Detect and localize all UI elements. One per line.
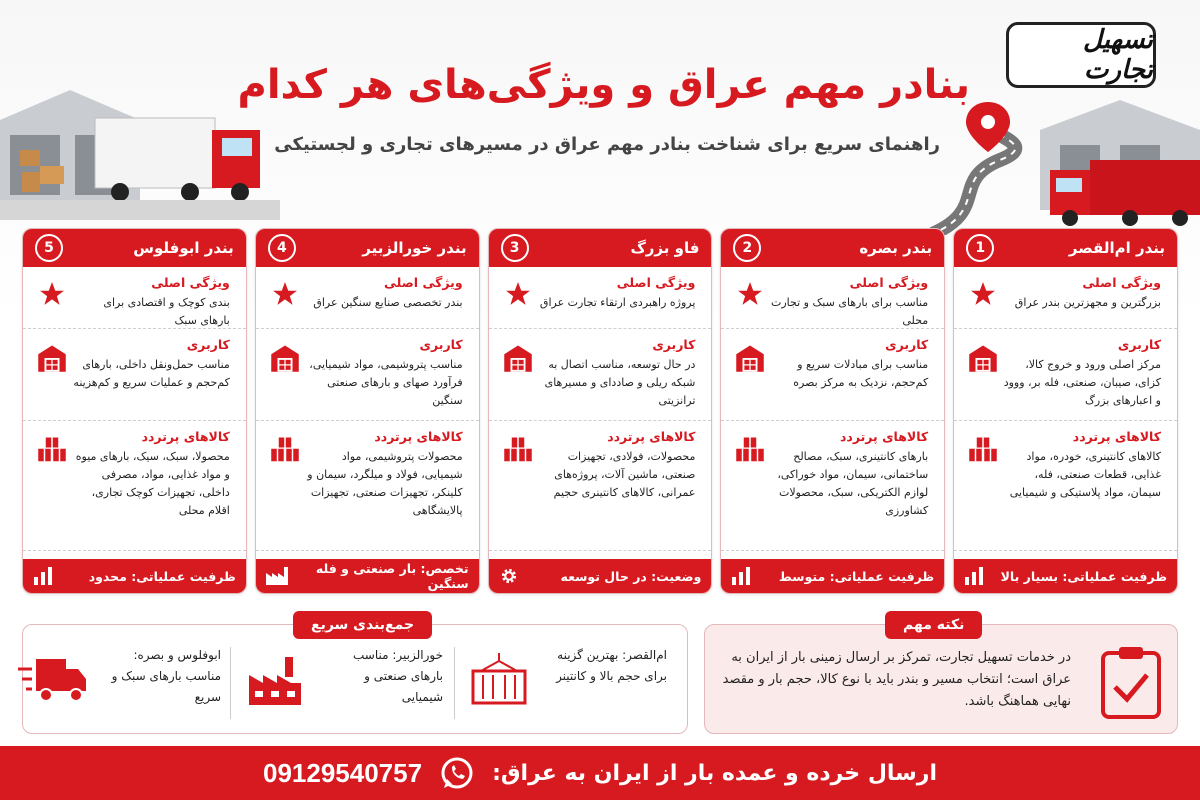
container-icon bbox=[469, 653, 529, 705]
section-text: بندر تخصصی صنایع سنگین عراق bbox=[313, 296, 463, 309]
clipboard-check-icon bbox=[1099, 645, 1163, 719]
section-title: کاربری bbox=[419, 337, 463, 352]
factory-icon bbox=[266, 567, 288, 585]
port-card bbox=[953, 228, 1178, 594]
feature-section bbox=[489, 267, 712, 329]
bar-chart-icon bbox=[33, 567, 53, 585]
port-card-header bbox=[23, 229, 246, 267]
port-card-footer bbox=[23, 559, 246, 593]
note-text: در خدمات تسهیل تجارت، تمرکز بر ارسال زمینی بار از ایران به عراق است؛ انتخاب مسیر و بندر باید با نوع کالا، حجم بار و مقصد نهایی هماهنگ باشد. bbox=[722, 650, 1071, 709]
section-title: ویژگی اصلی bbox=[1082, 275, 1161, 290]
section-text: مناسب حمل‌ونقل داخلی، بارهای کم‌حجم و عملیات سریع و کم‌هزینه bbox=[73, 358, 230, 389]
warehouse-icon bbox=[968, 343, 998, 373]
section-title: کالاهای پرتردد bbox=[607, 429, 696, 444]
section-text: در حال توسعه، مناسب اتصال به شبکه ریلی و صاددای و مسیرهای ترانزیتی bbox=[544, 358, 696, 407]
port-number-badge: 3 bbox=[501, 234, 529, 262]
footer-text: ظرفیت عملیاتی: متوسط bbox=[778, 568, 935, 584]
star-icon bbox=[272, 281, 298, 307]
port-name: بندر ام‌القصر bbox=[1068, 239, 1165, 257]
goods-section bbox=[256, 421, 479, 551]
star-icon bbox=[970, 281, 996, 307]
section-text: بندی کوچک و اقتصادی برای بارهای سبک bbox=[103, 296, 230, 327]
note-title: نکته مهم bbox=[885, 611, 982, 639]
goods-section bbox=[954, 421, 1177, 551]
section-text: بارهای کانتینری، سبک، مصالح ساختمانی، سیمان، مواد خوراکی، لوازم الکتریکی، سبک، محصولات کشاورزی bbox=[777, 450, 929, 517]
summary-title: جمع‌بندی سریع bbox=[293, 611, 432, 639]
section-title: کالاهای پرتردد bbox=[374, 429, 463, 444]
footer-text: ظرفیت عملیاتی: بسیار بالا bbox=[1000, 568, 1167, 584]
port-card-footer bbox=[721, 559, 944, 593]
port-card-footer bbox=[256, 559, 479, 593]
summary-item-text: ام‌القصر: بهترین گزینه برای حجم بالا و کانتینر bbox=[556, 648, 667, 683]
gear-icon bbox=[499, 566, 519, 586]
usage-section bbox=[23, 329, 246, 421]
section-title: کاربری bbox=[885, 337, 929, 352]
section-title: کاربری bbox=[186, 337, 230, 352]
section-title: ویژگی اصلی bbox=[383, 275, 463, 290]
summary-divider bbox=[454, 647, 455, 719]
feature-section bbox=[721, 267, 944, 329]
boxes-icon bbox=[968, 435, 998, 465]
section-text: محصولا، سبک، سیک، بارهای میوه و مواد غذایی، مواد، مصرفی داخلی، تجهیزات کوچک تجاری، اقلام محلی bbox=[75, 450, 230, 517]
section-text: مناسب برای مبادلات سریع و کم‌حجم، نزدیک به مرکز بصره bbox=[793, 358, 929, 389]
contact-footer bbox=[0, 746, 1200, 800]
port-card-header bbox=[489, 229, 712, 267]
section-title: کاربری bbox=[1117, 337, 1161, 352]
summary-item bbox=[233, 645, 443, 725]
goods-section bbox=[489, 421, 712, 551]
section-text: محصولات، فولادی، تجهیزات صنعتی، ماشین آلات، پروژه‌های عمرانی، کالاهای کانتینری حجیم bbox=[553, 450, 696, 499]
feature-section bbox=[23, 267, 246, 329]
port-name: فاو بزرگ bbox=[630, 239, 700, 257]
port-number-badge: 5 bbox=[35, 234, 63, 262]
port-number-badge: 2 bbox=[733, 234, 761, 262]
usage-section bbox=[489, 329, 712, 421]
section-title: کالاهای پرتردد bbox=[1072, 429, 1161, 444]
usage-section bbox=[721, 329, 944, 421]
star-icon bbox=[737, 281, 763, 307]
summary-item-text: خورالزبیر: مناسب بارهای صنعتی و شیمیایی bbox=[352, 648, 443, 704]
footer-text: ارسال خرده و عمده بار از ایران به عراق: bbox=[492, 760, 938, 786]
whatsapp-icon[interactable] bbox=[440, 756, 474, 790]
port-card bbox=[255, 228, 480, 594]
footer-text: ظرفیت عملیاتی: محدود bbox=[88, 568, 236, 584]
warehouse-icon bbox=[270, 343, 300, 373]
section-text: کالاهای کانتینری، خودره، مواد غذایی، قطعات صنعتی، فله، سیمان، مواد پلاستیکی و شیمیایی bbox=[1009, 450, 1161, 499]
brand-logo: تسهیل تجارت bbox=[1006, 22, 1156, 88]
goods-section bbox=[23, 421, 246, 551]
port-card bbox=[488, 228, 713, 594]
port-name: بندر خورالزبیر bbox=[362, 239, 467, 257]
footer-text: تخصص: بار صنعتی و فله سنگین bbox=[315, 561, 469, 591]
goods-section bbox=[721, 421, 944, 551]
page-subtitle: راهنمای سریع برای شناخت بنادر مهم عراق در مسیرهای تجاری و لجستیکی bbox=[274, 134, 940, 155]
phone-number[interactable]: 09129540757 bbox=[263, 757, 423, 788]
section-text: بزرگترین و مجهزترین بندر عراق bbox=[1014, 296, 1161, 309]
star-icon bbox=[505, 281, 531, 307]
section-text: محصولات پتروشیمی، مواد شیمیایی، فولاد و میلگرد، سیمان و کلینکر، تجهیزات صنعتی، تجهیزات پالایشگاهی bbox=[307, 450, 463, 517]
summary-divider bbox=[230, 647, 231, 719]
usage-section bbox=[954, 329, 1177, 421]
section-title: کالاهای پرتردد bbox=[141, 429, 230, 444]
port-name: بندر بصره bbox=[859, 239, 933, 257]
section-text: مرکز اصلی ورود و خروج کالا، کزای، صیبان، صنعتی، فله بر، ووود و اعبارهای بزرگ bbox=[1003, 358, 1161, 407]
boxes-icon bbox=[37, 435, 67, 465]
warehouse-icon bbox=[503, 343, 533, 373]
summary-item bbox=[11, 645, 221, 725]
port-card bbox=[22, 228, 247, 594]
port-card-header bbox=[721, 229, 944, 267]
bar-chart-icon bbox=[964, 567, 984, 585]
port-name: بندر ابوفلوس bbox=[133, 239, 234, 257]
port-card-footer bbox=[489, 559, 712, 593]
warehouse-icon bbox=[735, 343, 765, 373]
port-number-badge: 4 bbox=[268, 234, 296, 262]
summary-item bbox=[457, 645, 667, 725]
section-text: پروژه راهبردی ارتقاء تجارت عراق bbox=[539, 296, 696, 309]
bar-chart-icon bbox=[731, 567, 751, 585]
truck-icon bbox=[18, 653, 88, 705]
boxes-icon bbox=[270, 435, 300, 465]
page-title: بنادر مهم عراق و ویژگی‌های هر کدام bbox=[237, 62, 970, 108]
section-title: کالاهای پرتردد bbox=[839, 429, 929, 444]
boxes-icon bbox=[735, 435, 765, 465]
section-title: ویژگی اصلی bbox=[151, 275, 230, 290]
section-title: ویژگی اصلی bbox=[616, 275, 696, 290]
section-text: مناسب پتروشیمی، مواد شیمیایی، فرآورد صهای و بارهای صنعتی سنگین bbox=[309, 358, 463, 407]
quick-summary-box bbox=[22, 617, 688, 734]
usage-section bbox=[256, 329, 479, 421]
port-card-footer bbox=[954, 559, 1177, 593]
important-note-box bbox=[704, 617, 1178, 734]
footer-text: وضعیت: در حال توسعه bbox=[560, 568, 702, 584]
port-number-badge: 1 bbox=[966, 234, 994, 262]
section-title: ویژگی اصلی bbox=[849, 275, 929, 290]
star-icon bbox=[39, 281, 65, 307]
port-card-header bbox=[954, 229, 1177, 267]
section-title: کاربری bbox=[652, 337, 696, 352]
summary-item-text: ابوفلوس و بصره: مناسب بارهای سبک و سریع bbox=[111, 648, 221, 704]
port-card-header bbox=[256, 229, 479, 267]
port-cards bbox=[22, 228, 1178, 594]
boxes-icon bbox=[503, 435, 533, 465]
road-truck-illustration bbox=[930, 100, 1200, 235]
warehouse-icon bbox=[37, 343, 67, 373]
section-text: مناسب برای بارهای سبک و تجارت محلی bbox=[770, 296, 929, 327]
factory-icon bbox=[245, 653, 305, 705]
feature-section bbox=[954, 267, 1177, 329]
feature-section bbox=[256, 267, 479, 329]
port-card bbox=[720, 228, 945, 594]
